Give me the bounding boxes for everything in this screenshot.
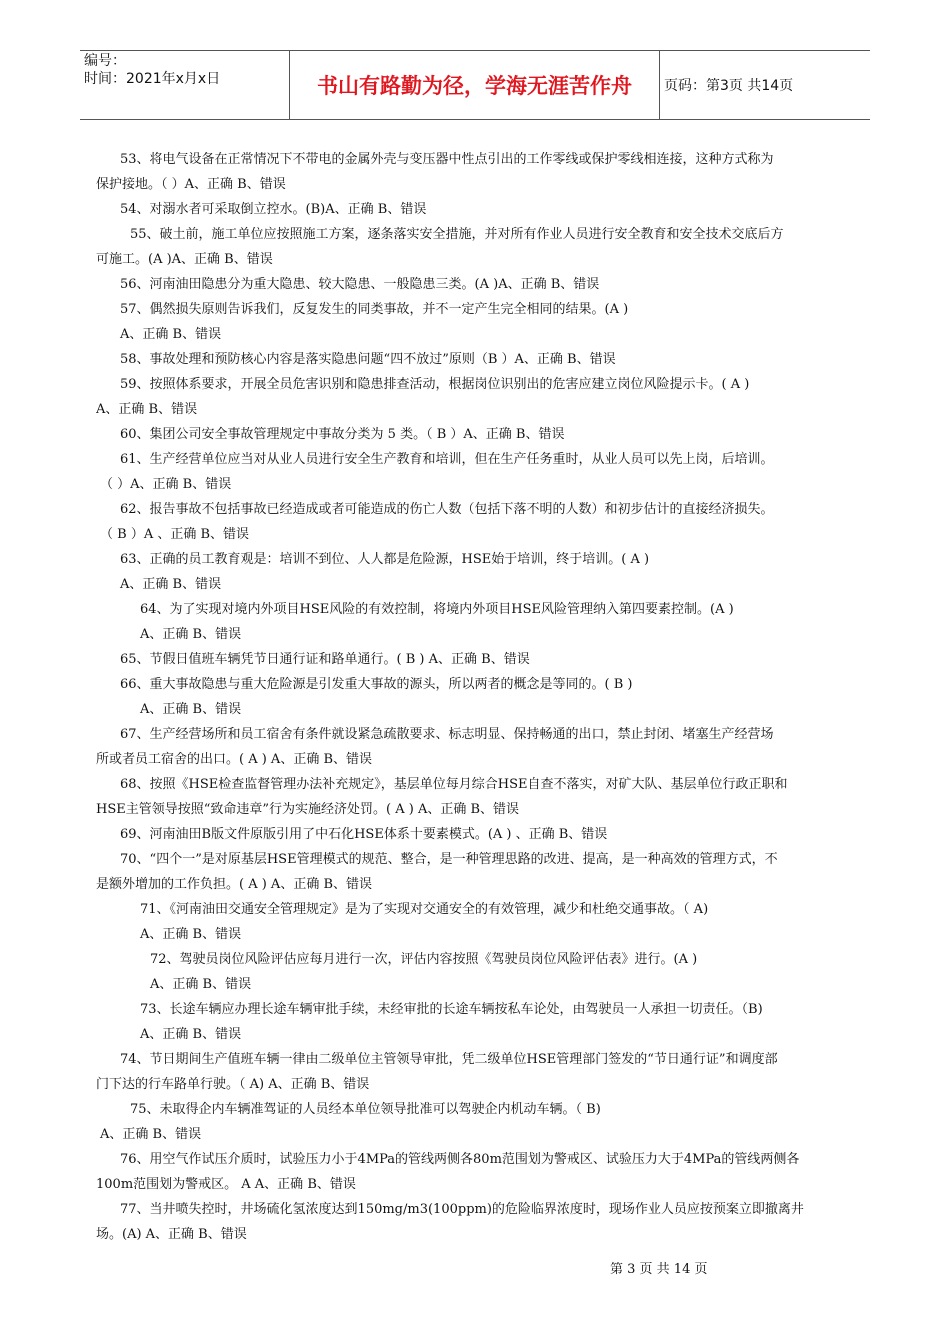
text-line: 61、生产经营单位应当对从业人员进行安全生产教育和培训，但在生产任务重时，从业人员可以先上岗，后培训。: [120, 452, 774, 467]
text-line: 55、破土前，施工单位应按照施工方案，逐条落实安全措施，并对所有作业人员进行安全教育和安全技术交底后方: [130, 227, 784, 242]
text-line: 77、当井喷失控时，井场硫化氢浓度达到150mg/m3(100ppm)的危险临界浓度时，现场作业人员应按预案立即撤离井: [120, 1202, 804, 1217]
text-line: A、正确 B、错误: [140, 627, 242, 642]
text-line: A、正确 B、错误: [150, 977, 252, 992]
text-line: 保护接地。（ ）A、正确 B、错误: [96, 177, 286, 192]
text-line: 58、事故处理和预防核心内容是落实隐患问题“四不放过”原则（B ）A、正确 B、错误: [120, 352, 616, 367]
text-line: 62、报告事故不包括事故已经造成或者可能造成的伤亡人数（包括下落不明的人数）和初步估计的直接经济损失。: [120, 502, 774, 517]
text-line: 60、集团公司安全事故管理规定中事故分类为 5 类。（ B ）A、正确 B、错误: [120, 427, 565, 442]
text-line: A、正确 B、错误: [120, 577, 222, 592]
text-line: 69、河南油田B版文件原版引用了中石化HSE体系十要素模式。(A ) 、正确 B、错误: [120, 827, 608, 842]
text-line: 74、节日期间生产值班车辆一律由二级单位主管领导审批，凭二级单位HSE管理部门签发的“节日通行证”和调度部: [120, 1052, 778, 1067]
page-header: [80, 50, 870, 120]
text-line: （ ）A、正确 B、错误: [100, 477, 232, 492]
text-line: 64、为了实现对境内外项目HSE风险的有效控制，将境内外项目HSE风险管理纳入第四要素控制。(A ): [140, 602, 734, 617]
text-line: 73、长途车辆应办理长途车辆审批手续，未经审批的长途车辆按私车论处，由驾驶员一人承担一切责任。（B): [140, 1002, 763, 1017]
text-line: A、正确 B、错误: [140, 927, 242, 942]
text-line: 53、将电气设备在正常情况下不带电的金属外壳与变压器中性点引出的工作零线或保护零线相连接，这种方式称为: [120, 152, 774, 167]
text-line: 54、对溺水者可采取倒立控水。(B)A、正确 B、错误: [120, 202, 427, 217]
text-line: A、正确 B、错误: [96, 402, 198, 417]
text-line: 可施工。(A )A、正确 B、错误: [96, 252, 273, 267]
text-line: A、正确 B、错误: [100, 1127, 202, 1142]
text-line: （ B ）A 、正确 B、错误: [100, 527, 250, 542]
text-line: 76、用空气作试压介质时，试验压力小于4MPa的管线两侧各80m范围划为警戒区、试验压力大于4MPa的管线两侧各: [120, 1152, 800, 1167]
header-meta: [84, 52, 220, 88]
text-line: 是额外增加的工作负担。( A ) A、正确 B、错误: [96, 877, 373, 892]
text-line: 71、《河南油田交通安全管理规定》是为了实现对交通安全的有效管理，减少和杜绝交通事故。（ A): [140, 902, 709, 917]
text-line: HSE主管领导按照“致命违章”行为实施经济处罚。( A ) A、正确 B、错误: [96, 802, 520, 817]
code-label: 编号：: [84, 53, 126, 69]
text-line: 70、“四个一”是对原基层HSE管理模式的规范、整合，是一种管理思路的改进、提高，是一种高效的管理方式，不: [120, 852, 778, 867]
text-line: 66、重大事故隐患与重大危险源是引发重大事故的源头，所以两者的概念是等同的。( B ): [120, 677, 633, 692]
document-body: [96, 147, 856, 1247]
header-page-number: 页码：第3页 共14页: [664, 78, 794, 94]
text-line: 57、偶然损失原则告诉我们，反复发生的同类事故，并不一定产生完全相同的结果。(A ): [120, 302, 629, 317]
header-motto: 书山有路勤为径，学海无涯苦作舟: [289, 51, 660, 119]
text-line: 100m范围划为警戒区。 A A、正确 B、错误: [96, 1177, 356, 1192]
page-footer: 第 3 页 共 14 页: [610, 1262, 708, 1277]
text-line: 63、正确的员工教育观是：培训不到位、人人都是危险源，HSE始于培训，终于培训。( A ): [120, 552, 650, 567]
text-line: A、正确 B、错误: [120, 327, 222, 342]
text-line: 75、未取得企内车辆准驾证的人员经本单位领导批准可以驾驶企内机动车辆。（ B): [130, 1102, 601, 1117]
text-line: A、正确 B、错误: [140, 1027, 242, 1042]
text-line: 67、生产经营场所和员工宿舍有条件就设紧急疏散要求、标志明显、保持畅通的出口，禁止封闭、堵塞生产经营场: [120, 727, 774, 742]
date-label: 时间：2021年x月x日: [84, 71, 221, 87]
text-line: A、正确 B、错误: [140, 702, 242, 717]
text-line: 72、驾驶员岗位风险评估应每月进行一次，评估内容按照《驾驶员岗位风险评估表》进行。(A ): [150, 952, 698, 967]
text-line: 65、节假日值班车辆凭节日通行证和路单通行。( B ) A、正确 B、错误: [120, 652, 530, 667]
text-line: 59、按照体系要求，开展全员危害识别和隐患排查活动，根据岗位识别出的危害应建立岗位风险提示卡。( A ): [120, 377, 750, 392]
text-line: 所或者员工宿舍的出口。( A ) A、正确 B、错误: [96, 752, 373, 767]
text-line: 门下达的行车路单行驶。（ A) A、正确 B、错误: [96, 1077, 370, 1092]
text-line: 场。(A) A、正确 B、错误: [96, 1227, 247, 1242]
text-line: 68、按照《HSE检查监督管理办法补充规定》，基层单位每月综合HSE自查不落实，对矿大队、基层单位行政正职和: [120, 777, 788, 792]
text-line: 56、河南油田隐患分为重大隐患、较大隐患、一般隐患三类。(A )A、正确 B、错误: [120, 277, 600, 292]
